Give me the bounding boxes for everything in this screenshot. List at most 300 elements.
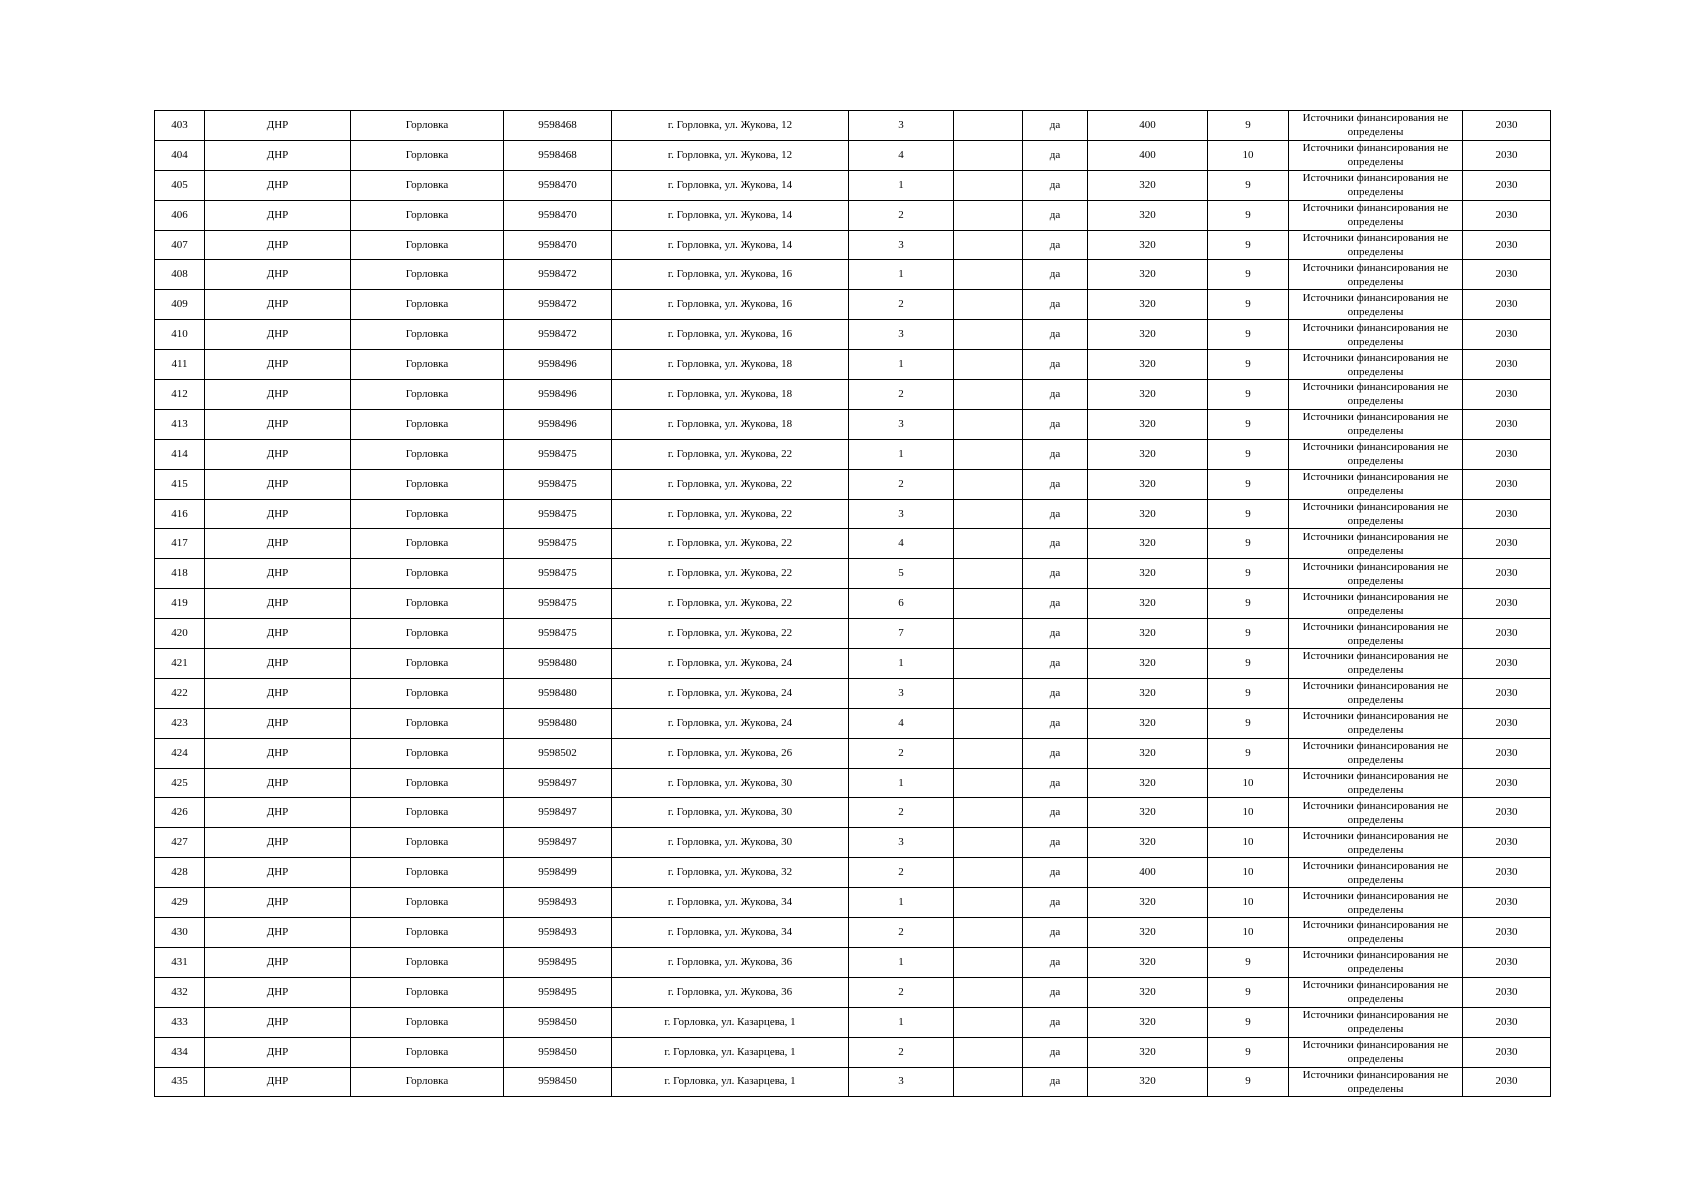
floors-cell: 9: [1208, 320, 1289, 350]
address-cell: г. Горловка, ул. Жукова, 22: [612, 589, 849, 619]
address-cell: г. Горловка, ул. Жукова, 22: [612, 439, 849, 469]
row-number-cell: 418: [155, 559, 205, 589]
building-code-cell: 9598472: [504, 260, 612, 290]
flag-cell: да: [1023, 439, 1088, 469]
row-number-cell: 426: [155, 798, 205, 828]
flag-cell: да: [1023, 858, 1088, 888]
flag-cell: да: [1023, 529, 1088, 559]
flag-cell: да: [1023, 649, 1088, 679]
table-row: [155, 858, 1551, 888]
capacity-cell: 320: [1088, 1007, 1208, 1037]
capacity-cell: 320: [1088, 499, 1208, 529]
region-cell: ДНР: [205, 529, 351, 559]
region-cell: ДНР: [205, 947, 351, 977]
capacity-cell: 400: [1088, 140, 1208, 170]
table-row: [155, 529, 1551, 559]
entrance-cell: 1: [849, 768, 954, 798]
city-cell: Горловка: [351, 619, 504, 649]
row-number-cell: 413: [155, 409, 205, 439]
capacity-cell: 320: [1088, 290, 1208, 320]
address-cell: г. Горловка, ул. Жукова, 22: [612, 469, 849, 499]
entrance-cell: 2: [849, 1037, 954, 1067]
table-row: [155, 947, 1551, 977]
entrance-cell: 2: [849, 290, 954, 320]
entrance-cell: 1: [849, 350, 954, 380]
row-number-cell: 423: [155, 708, 205, 738]
entrance-cell: 1: [849, 170, 954, 200]
region-cell: ДНР: [205, 649, 351, 679]
region-cell: ДНР: [205, 918, 351, 948]
entrance-cell: 4: [849, 529, 954, 559]
region-cell: ДНР: [205, 469, 351, 499]
year-cell: 2030: [1463, 469, 1551, 499]
region-cell: ДНР: [205, 798, 351, 828]
building-code-cell: 9598496: [504, 409, 612, 439]
empty-cell: [954, 1067, 1023, 1097]
year-cell: 2030: [1463, 619, 1551, 649]
funding-source-cell: Источники финансирования не определены: [1289, 469, 1463, 499]
funding-source-cell: Источники финансирования не определены: [1289, 858, 1463, 888]
address-cell: г. Горловка, ул. Жукова, 32: [612, 858, 849, 888]
year-cell: 2030: [1463, 290, 1551, 320]
capacity-cell: 320: [1088, 888, 1208, 918]
region-cell: ДНР: [205, 1007, 351, 1037]
entrance-cell: 4: [849, 708, 954, 738]
funding-source-cell: Источники финансирования не определены: [1289, 559, 1463, 589]
address-cell: г. Горловка, ул. Казарцева, 1: [612, 1037, 849, 1067]
table-row: [155, 888, 1551, 918]
empty-cell: [954, 200, 1023, 230]
year-cell: 2030: [1463, 678, 1551, 708]
entrance-cell: 3: [849, 111, 954, 141]
address-cell: г. Горловка, ул. Жукова, 36: [612, 947, 849, 977]
flag-cell: да: [1023, 1067, 1088, 1097]
floors-cell: 9: [1208, 290, 1289, 320]
row-number-cell: 435: [155, 1067, 205, 1097]
year-cell: 2030: [1463, 888, 1551, 918]
region-cell: ДНР: [205, 828, 351, 858]
funding-source-cell: Источники финансирования не определены: [1289, 708, 1463, 738]
table-row: [155, 499, 1551, 529]
floors-cell: 9: [1208, 589, 1289, 619]
address-cell: г. Горловка, ул. Жукова, 30: [612, 828, 849, 858]
table-row: [155, 1067, 1551, 1097]
floors-cell: 9: [1208, 260, 1289, 290]
row-number-cell: 414: [155, 439, 205, 469]
year-cell: 2030: [1463, 409, 1551, 439]
city-cell: Горловка: [351, 559, 504, 589]
empty-cell: [954, 559, 1023, 589]
table-row: [155, 290, 1551, 320]
row-number-cell: 416: [155, 499, 205, 529]
floors-cell: 9: [1208, 380, 1289, 410]
row-number-cell: 408: [155, 260, 205, 290]
floors-cell: 9: [1208, 469, 1289, 499]
funding-source-cell: Источники финансирования не определены: [1289, 678, 1463, 708]
funding-source-cell: Источники финансирования не определены: [1289, 768, 1463, 798]
city-cell: Горловка: [351, 589, 504, 619]
year-cell: 2030: [1463, 828, 1551, 858]
floors-cell: 9: [1208, 350, 1289, 380]
building-code-cell: 9598468: [504, 140, 612, 170]
floors-cell: 9: [1208, 200, 1289, 230]
region-cell: ДНР: [205, 738, 351, 768]
empty-cell: [954, 230, 1023, 260]
capacity-cell: 320: [1088, 409, 1208, 439]
floors-cell: 9: [1208, 977, 1289, 1007]
address-cell: г. Горловка, ул. Казарцева, 1: [612, 1067, 849, 1097]
funding-source-cell: Источники финансирования не определены: [1289, 409, 1463, 439]
city-cell: Горловка: [351, 798, 504, 828]
capacity-cell: 320: [1088, 200, 1208, 230]
address-cell: г. Горловка, ул. Жукова, 22: [612, 529, 849, 559]
entrance-cell: 1: [849, 1007, 954, 1037]
funding-source-cell: Источники финансирования не определены: [1289, 1007, 1463, 1037]
entrance-cell: 3: [849, 828, 954, 858]
address-cell: г. Горловка, ул. Жукова, 30: [612, 768, 849, 798]
empty-cell: [954, 409, 1023, 439]
entrance-cell: 1: [849, 439, 954, 469]
year-cell: 2030: [1463, 499, 1551, 529]
table-body: [155, 111, 1551, 1097]
table-row: [155, 678, 1551, 708]
capacity-cell: 320: [1088, 170, 1208, 200]
region-cell: ДНР: [205, 350, 351, 380]
capacity-cell: 320: [1088, 798, 1208, 828]
capacity-cell: 320: [1088, 380, 1208, 410]
funding-source-cell: Источники финансирования не определены: [1289, 320, 1463, 350]
flag-cell: да: [1023, 320, 1088, 350]
region-cell: ДНР: [205, 439, 351, 469]
region-cell: ДНР: [205, 559, 351, 589]
city-cell: Горловка: [351, 947, 504, 977]
city-cell: Горловка: [351, 409, 504, 439]
funding-source-cell: Источники финансирования не определены: [1289, 619, 1463, 649]
table-row: [155, 200, 1551, 230]
entrance-cell: 2: [849, 380, 954, 410]
address-cell: г. Горловка, ул. Жукова, 22: [612, 499, 849, 529]
capacity-cell: 320: [1088, 589, 1208, 619]
building-code-cell: 9598496: [504, 350, 612, 380]
row-number-cell: 405: [155, 170, 205, 200]
building-code-cell: 9598480: [504, 649, 612, 679]
city-cell: Горловка: [351, 708, 504, 738]
year-cell: 2030: [1463, 858, 1551, 888]
empty-cell: [954, 499, 1023, 529]
empty-cell: [954, 140, 1023, 170]
region-cell: ДНР: [205, 858, 351, 888]
entrance-cell: 3: [849, 1067, 954, 1097]
flag-cell: да: [1023, 589, 1088, 619]
building-code-cell: 9598493: [504, 918, 612, 948]
capacity-cell: 400: [1088, 858, 1208, 888]
address-cell: г. Горловка, ул. Жукова, 24: [612, 678, 849, 708]
flag-cell: да: [1023, 708, 1088, 738]
region-cell: ДНР: [205, 290, 351, 320]
city-cell: Горловка: [351, 469, 504, 499]
building-code-cell: 9598472: [504, 290, 612, 320]
funding-source-cell: Источники финансирования не определены: [1289, 111, 1463, 141]
region-cell: ДНР: [205, 977, 351, 1007]
floors-cell: 9: [1208, 111, 1289, 141]
city-cell: Горловка: [351, 738, 504, 768]
year-cell: 2030: [1463, 708, 1551, 738]
region-cell: ДНР: [205, 708, 351, 738]
address-cell: г. Горловка, ул. Жукова, 22: [612, 559, 849, 589]
capacity-cell: 320: [1088, 738, 1208, 768]
city-cell: Горловка: [351, 529, 504, 559]
building-code-cell: 9598495: [504, 977, 612, 1007]
city-cell: Горловка: [351, 140, 504, 170]
data-table: [154, 110, 1551, 1097]
building-code-cell: 9598450: [504, 1007, 612, 1037]
capacity-cell: 320: [1088, 619, 1208, 649]
capacity-cell: 320: [1088, 529, 1208, 559]
empty-cell: [954, 977, 1023, 1007]
table-row: [155, 708, 1551, 738]
region-cell: ДНР: [205, 230, 351, 260]
address-cell: г. Горловка, ул. Жукова, 12: [612, 111, 849, 141]
year-cell: 2030: [1463, 140, 1551, 170]
table-row: [155, 409, 1551, 439]
floors-cell: 9: [1208, 738, 1289, 768]
table-row: [155, 230, 1551, 260]
entrance-cell: 2: [849, 798, 954, 828]
funding-source-cell: Источники финансирования не определены: [1289, 918, 1463, 948]
empty-cell: [954, 1037, 1023, 1067]
funding-source-cell: Источники финансирования не определены: [1289, 649, 1463, 679]
year-cell: 2030: [1463, 260, 1551, 290]
building-code-cell: 9598475: [504, 439, 612, 469]
capacity-cell: 320: [1088, 1037, 1208, 1067]
table-row: [155, 977, 1551, 1007]
floors-cell: 9: [1208, 230, 1289, 260]
capacity-cell: 320: [1088, 708, 1208, 738]
region-cell: ДНР: [205, 200, 351, 230]
funding-source-cell: Источники финансирования не определены: [1289, 977, 1463, 1007]
address-cell: г. Горловка, ул. Жукова, 24: [612, 708, 849, 738]
entrance-cell: 6: [849, 589, 954, 619]
capacity-cell: 400: [1088, 111, 1208, 141]
empty-cell: [954, 529, 1023, 559]
funding-source-cell: Источники финансирования не определены: [1289, 439, 1463, 469]
entrance-cell: 4: [849, 140, 954, 170]
entrance-cell: 7: [849, 619, 954, 649]
empty-cell: [954, 918, 1023, 948]
address-cell: г. Горловка, ул. Жукова, 26: [612, 738, 849, 768]
floors-cell: 9: [1208, 619, 1289, 649]
building-code-cell: 9598450: [504, 1037, 612, 1067]
city-cell: Горловка: [351, 858, 504, 888]
building-code-cell: 9598475: [504, 559, 612, 589]
capacity-cell: 320: [1088, 230, 1208, 260]
empty-cell: [954, 828, 1023, 858]
table-row: [155, 918, 1551, 948]
empty-cell: [954, 290, 1023, 320]
table-row: [155, 768, 1551, 798]
address-cell: г. Горловка, ул. Жукова, 36: [612, 977, 849, 1007]
region-cell: ДНР: [205, 260, 351, 290]
entrance-cell: 2: [849, 977, 954, 1007]
building-code-cell: 9598495: [504, 947, 612, 977]
flag-cell: да: [1023, 350, 1088, 380]
address-cell: г. Горловка, ул. Жукова, 14: [612, 230, 849, 260]
entrance-cell: 5: [849, 559, 954, 589]
row-number-cell: 422: [155, 678, 205, 708]
empty-cell: [954, 111, 1023, 141]
row-number-cell: 419: [155, 589, 205, 619]
year-cell: 2030: [1463, 200, 1551, 230]
year-cell: 2030: [1463, 768, 1551, 798]
building-code-cell: 9598470: [504, 200, 612, 230]
table-row: [155, 469, 1551, 499]
flag-cell: да: [1023, 1037, 1088, 1067]
region-cell: ДНР: [205, 888, 351, 918]
row-number-cell: 429: [155, 888, 205, 918]
capacity-cell: 320: [1088, 918, 1208, 948]
entrance-cell: 2: [849, 200, 954, 230]
flag-cell: да: [1023, 230, 1088, 260]
building-code-cell: 9598497: [504, 828, 612, 858]
entrance-cell: 1: [849, 260, 954, 290]
funding-source-cell: Источники финансирования не определены: [1289, 738, 1463, 768]
entrance-cell: 1: [849, 649, 954, 679]
city-cell: Горловка: [351, 1007, 504, 1037]
building-code-cell: 9598496: [504, 380, 612, 410]
flag-cell: да: [1023, 918, 1088, 948]
row-number-cell: 427: [155, 828, 205, 858]
address-cell: г. Горловка, ул. Жукова, 18: [612, 350, 849, 380]
building-code-cell: 9598475: [504, 469, 612, 499]
flag-cell: да: [1023, 200, 1088, 230]
row-number-cell: 421: [155, 649, 205, 679]
capacity-cell: 320: [1088, 977, 1208, 1007]
region-cell: ДНР: [205, 140, 351, 170]
funding-source-cell: Источники финансирования не определены: [1289, 529, 1463, 559]
capacity-cell: 320: [1088, 1067, 1208, 1097]
flag-cell: да: [1023, 260, 1088, 290]
funding-source-cell: Источники финансирования не определены: [1289, 1037, 1463, 1067]
funding-source-cell: Источники финансирования не определены: [1289, 380, 1463, 410]
city-cell: Горловка: [351, 499, 504, 529]
empty-cell: [954, 1007, 1023, 1037]
address-cell: г. Горловка, ул. Жукова, 22: [612, 619, 849, 649]
empty-cell: [954, 649, 1023, 679]
floors-cell: 9: [1208, 708, 1289, 738]
flag-cell: да: [1023, 140, 1088, 170]
flag-cell: да: [1023, 977, 1088, 1007]
building-code-cell: 9598502: [504, 738, 612, 768]
region-cell: ДНР: [205, 111, 351, 141]
table-row: [155, 1037, 1551, 1067]
funding-source-cell: Источники финансирования не определены: [1289, 350, 1463, 380]
region-cell: ДНР: [205, 1037, 351, 1067]
capacity-cell: 320: [1088, 320, 1208, 350]
row-number-cell: 431: [155, 947, 205, 977]
floors-cell: 9: [1208, 409, 1289, 439]
address-cell: г. Горловка, ул. Жукова, 14: [612, 200, 849, 230]
table-row: [155, 111, 1551, 141]
city-cell: Горловка: [351, 1067, 504, 1097]
table-row: [155, 350, 1551, 380]
year-cell: 2030: [1463, 380, 1551, 410]
capacity-cell: 320: [1088, 947, 1208, 977]
row-number-cell: 412: [155, 380, 205, 410]
funding-source-cell: Источники финансирования не определены: [1289, 260, 1463, 290]
empty-cell: [954, 350, 1023, 380]
building-code-cell: 9598472: [504, 320, 612, 350]
floors-cell: 9: [1208, 439, 1289, 469]
year-cell: 2030: [1463, 1007, 1551, 1037]
entrance-cell: 1: [849, 888, 954, 918]
floors-cell: 10: [1208, 858, 1289, 888]
region-cell: ДНР: [205, 499, 351, 529]
floors-cell: 9: [1208, 529, 1289, 559]
empty-cell: [954, 260, 1023, 290]
floors-cell: 9: [1208, 1007, 1289, 1037]
empty-cell: [954, 947, 1023, 977]
empty-cell: [954, 170, 1023, 200]
year-cell: 2030: [1463, 918, 1551, 948]
floors-cell: 9: [1208, 1067, 1289, 1097]
building-code-cell: 9598480: [504, 678, 612, 708]
row-number-cell: 406: [155, 200, 205, 230]
table-row: [155, 140, 1551, 170]
city-cell: Горловка: [351, 768, 504, 798]
building-code-cell: 9598480: [504, 708, 612, 738]
building-code-cell: 9598497: [504, 798, 612, 828]
table-row: [155, 828, 1551, 858]
table-row: [155, 380, 1551, 410]
address-cell: г. Горловка, ул. Жукова, 12: [612, 140, 849, 170]
row-number-cell: 403: [155, 111, 205, 141]
row-number-cell: 432: [155, 977, 205, 1007]
region-cell: ДНР: [205, 170, 351, 200]
year-cell: 2030: [1463, 320, 1551, 350]
capacity-cell: 320: [1088, 439, 1208, 469]
empty-cell: [954, 858, 1023, 888]
table-row: [155, 1007, 1551, 1037]
table-row: [155, 559, 1551, 589]
capacity-cell: 320: [1088, 260, 1208, 290]
region-cell: ДНР: [205, 409, 351, 439]
funding-source-cell: Источники финансирования не определены: [1289, 230, 1463, 260]
table-row: [155, 649, 1551, 679]
entrance-cell: 3: [849, 409, 954, 439]
entrance-cell: 3: [849, 320, 954, 350]
address-cell: г. Горловка, ул. Жукова, 34: [612, 918, 849, 948]
floors-cell: 9: [1208, 170, 1289, 200]
year-cell: 2030: [1463, 1067, 1551, 1097]
building-code-cell: 9598499: [504, 858, 612, 888]
city-cell: Горловка: [351, 918, 504, 948]
funding-source-cell: Источники финансирования не определены: [1289, 499, 1463, 529]
year-cell: 2030: [1463, 738, 1551, 768]
address-cell: г. Горловка, ул. Жукова, 24: [612, 649, 849, 679]
row-number-cell: 417: [155, 529, 205, 559]
floors-cell: 10: [1208, 888, 1289, 918]
year-cell: 2030: [1463, 798, 1551, 828]
table-row: [155, 170, 1551, 200]
capacity-cell: 320: [1088, 828, 1208, 858]
address-cell: г. Горловка, ул. Жукова, 14: [612, 170, 849, 200]
year-cell: 2030: [1463, 947, 1551, 977]
flag-cell: да: [1023, 111, 1088, 141]
table-row: [155, 738, 1551, 768]
address-cell: г. Горловка, ул. Казарцева, 1: [612, 1007, 849, 1037]
region-cell: ДНР: [205, 1067, 351, 1097]
floors-cell: 9: [1208, 499, 1289, 529]
